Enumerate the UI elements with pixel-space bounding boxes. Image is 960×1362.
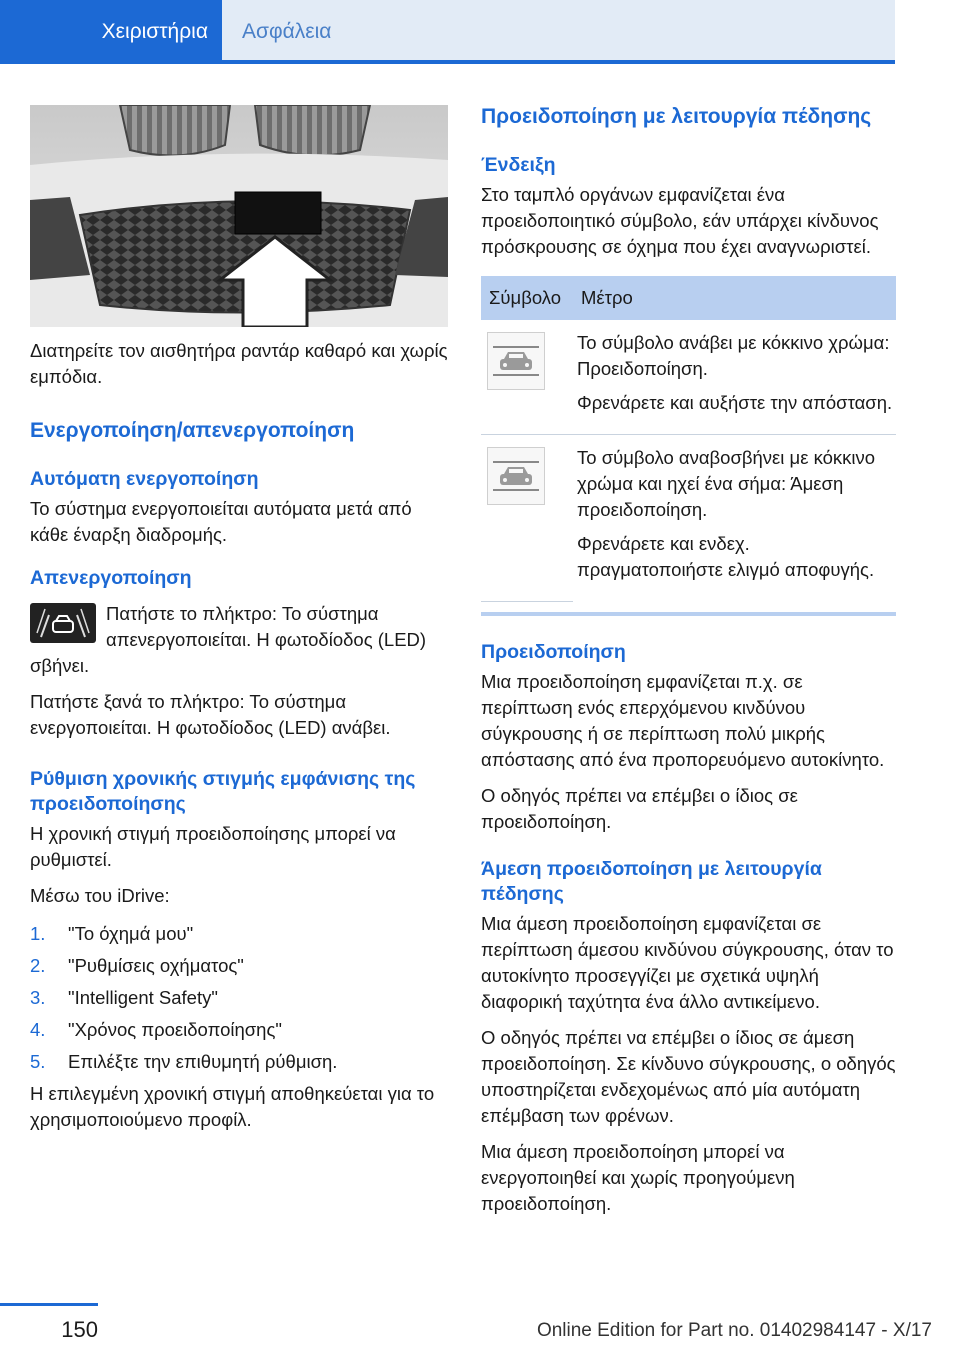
row1-status: Το σύμβολο ανάβει με κόκκινο χρώμα: Προειδοποίηση.: [577, 332, 890, 379]
tab-controls[interactable]: Χειριστήρια: [0, 0, 222, 64]
text-warning-1: Μια προειδοποίηση εμφανίζεται π.χ. σε περίπτωση ενός επερχόμενου κινδύνου σύγκρουσης ή σε περίπτωση πολύ μικρής απόστασης από ένα προπορευόμενο αυτοκίνητο.: [481, 670, 885, 770]
footer-rule: [0, 1303, 98, 1306]
car-warning-icon: [487, 332, 545, 390]
text-indication: Στο ταμπλό οργάνων εμφανίζεται ένα προειδοποιητικό σύμβολο, εάν υπάρχει κίνδυνος πρόσκρουσης σε όχημα που έχει αναγνωριστεί.: [481, 184, 879, 257]
text-via-idrive: Μέσω του iDrive:: [30, 885, 170, 906]
heading-auto-activation: Αυτόματη ενεργοποίηση: [30, 468, 259, 490]
text-immediate-1: Μια άμεση προειδοποίηση εμφανίζεται σε περίπτωση άμεσου κινδύνου σύγκρουσης, όταν το αυτοκίνητο προσεγγίζει με σχετικά υψηλή διαφορική ταχύτητα ένα άλλο αντικείμενο.: [481, 912, 894, 1012]
row2-action: Φρενάρετε και ενδεχ. πραγματοποιήστε ελιγμό αποφυγής.: [577, 533, 875, 580]
edition-note: Online Edition for Part no. 01402984147 - X/17: [536, 1320, 932, 1341]
collision-warning-button-icon: [30, 603, 96, 643]
idrive-steps: [30, 921, 450, 1075]
heading-indication: Ένδειξη: [481, 154, 556, 176]
row1-action: Φρενάρετε και αυξήστε την απόσταση.: [577, 392, 893, 413]
table-end-rule: [481, 612, 896, 616]
text-deactivation-1: Πατήστε το πλήκτρο: Το σύστημα απενεργοποιείται. Η φωτοδίοδος (LED) σβήνει.: [30, 603, 427, 676]
deactivation-block: [30, 601, 450, 689]
text-immediate-2: Ο οδηγός πρέπει να επέμβει ο ίδιος σε άμεση προειδοποίηση. Σε κίνδυνο σύγκρουσης, ο οδηγός υποστηρίζεται ενδεχομένως από μία αυτόματη επέμβαση των φρένων.: [481, 1026, 896, 1126]
car-warning-icon: [487, 447, 545, 505]
heading-immediate-warning: Άμεση προειδοποίηση με λειτουργία πέδησης: [481, 857, 822, 905]
text-warning-timing: Η χρονική στιγμή προειδοποίησης μπορεί να ρυθμιστεί.: [30, 823, 396, 870]
header-divider: [0, 60, 895, 64]
heading-warning: Προειδοποίηση: [481, 640, 626, 663]
photo-caption: Διατηρείτε τον αισθητήρα ραντάρ καθαρό και χωρίς εμπόδια.: [30, 340, 448, 387]
row2-status: Το σύμβολο αναβοσβήνει με κόκκινο χρώμα και ηχεί ένα σήμα: Άμεση προειδοποίηση.: [577, 447, 876, 520]
text-auto-activation: Το σύστημα ενεργοποιείται αυτόματα μετά από κάθε έναρξη διαδρομής.: [30, 498, 412, 545]
text-profile-saved: Η επιλεγμένη χρονική στιγμή αποθηκεύεται για το χρησιμοποιούμενο προφίλ.: [30, 1083, 435, 1130]
heading-warning-timing: Ρύθμιση χρονικής στιγμής εμφάνισης της προειδοποίησης: [30, 768, 416, 815]
table-header-measure: Μέτρο: [573, 276, 896, 320]
list-item: 5. Επιλέξτε την επιθυμητή ρύθμιση.: [30, 1051, 338, 1072]
right-column: [481, 104, 896, 1227]
list-item: 2. "Ρυθμίσεις οχήματος": [30, 955, 244, 976]
list-item: 4. "Χρόνος προειδοποίησης": [30, 1019, 282, 1040]
page-number: 150: [61, 1317, 98, 1342]
list-item: 3. "Intelligent Safety": [30, 987, 218, 1008]
heading-deactivation: Απενεργοποίηση: [30, 567, 192, 589]
text-warning-2: Ο οδηγός πρέπει να επέμβει ο ίδιος σε προειδοποίηση.: [481, 784, 798, 832]
page-header: [0, 0, 895, 64]
heading-warning-braking: Προειδοποίηση με λειτουργία πέδησης: [481, 105, 872, 128]
tab-safety[interactable]: Ασφάλεια: [222, 0, 895, 64]
table-header-symbol: Σύμβολο: [481, 276, 573, 320]
table-row: [481, 320, 896, 435]
left-column: [30, 338, 450, 1143]
table-row: [481, 435, 896, 602]
radar-sensor-photo: [30, 105, 448, 327]
list-item: 1. "Το όχημά μου": [30, 923, 194, 944]
text-deactivation-2: Πατήστε ξανά το πλήκτρο: Το σύστημα ενεργοποιείται. Η φωτοδίοδος (LED) ανάβει.: [30, 691, 391, 738]
text-immediate-3: Μια άμεση προειδοποίηση μπορεί να ενεργοποιηθεί και χωρίς προηγούμενη προειδοποίηση.: [481, 1140, 795, 1214]
heading-activation: Ενεργοποίηση/απενεργοποίηση: [30, 419, 355, 442]
symbol-table: [481, 276, 896, 602]
